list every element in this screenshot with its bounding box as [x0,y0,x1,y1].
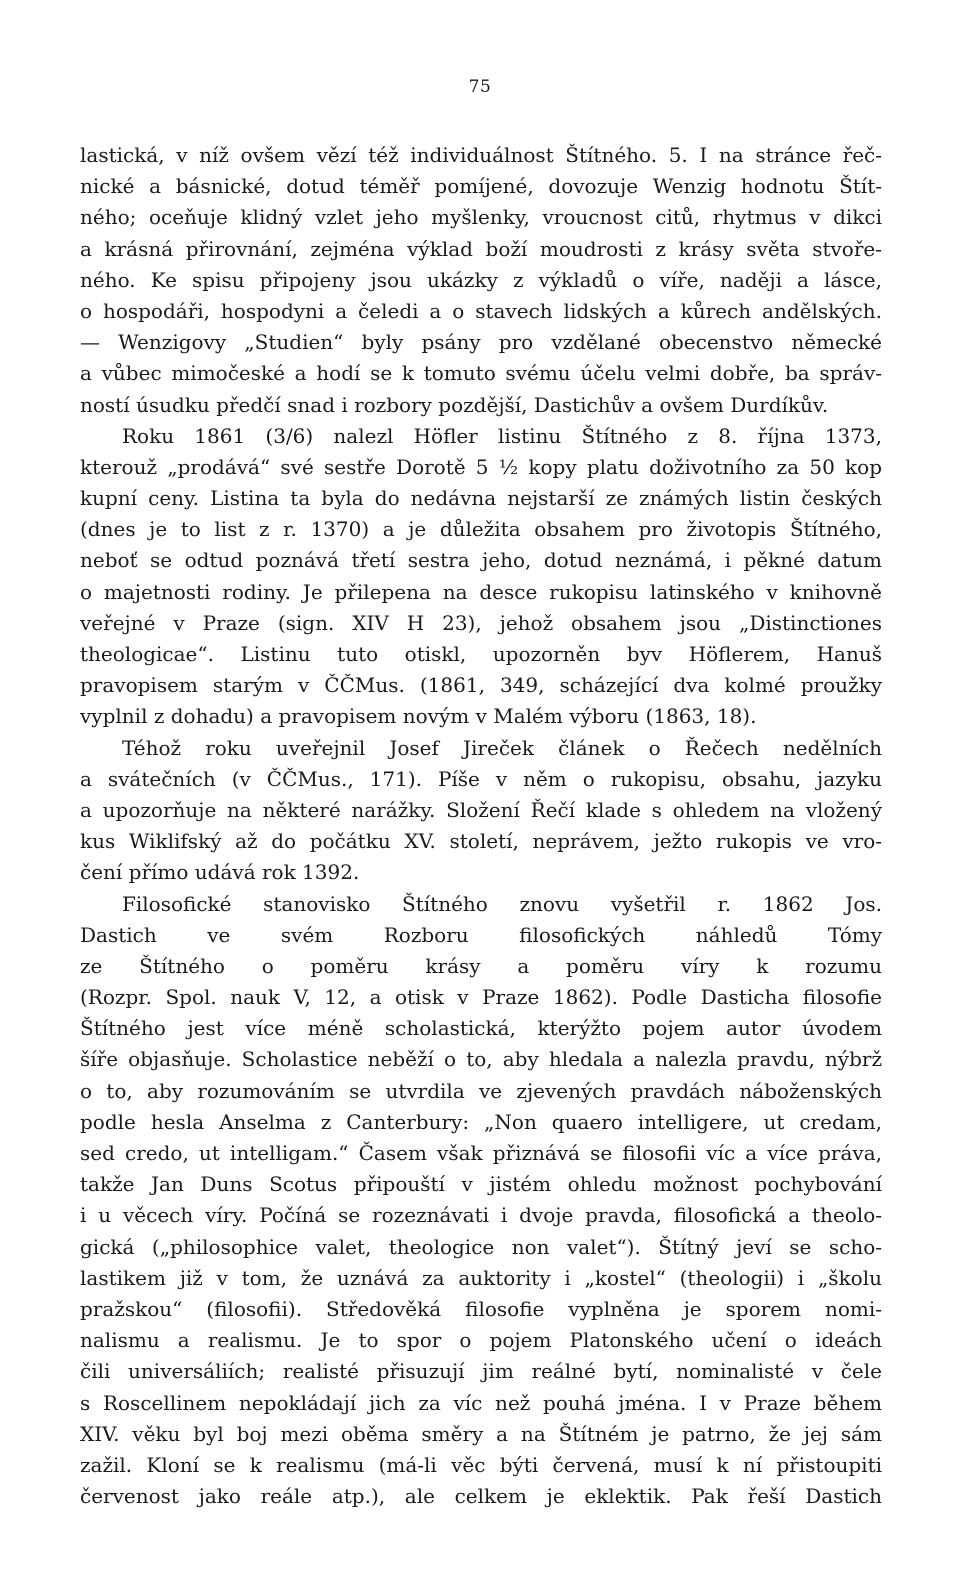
text-line: pravopisem starým v ČČMus. (1861, 349, scházející dva kolmé proužky [80,673,882,698]
text-line: čení přímo udává rok 1392. [80,860,360,885]
text-line: theologicae“. Listinu tuto otiskl, upozorněn byv Höflerem, Hanuš [80,642,882,666]
text-line: o hospodáři, hospodyni a čeledi a o stavech lidských a kůrech andělských. [80,298,882,323]
text-line: o majetnosti rodiny. Je přilepena na desce rukopisu latinského v knihovně [80,579,882,604]
text-line: lastická, v níž ovšem vězí též individuálnost Štítného. 5. I na stránce řeč- [80,143,882,167]
text-line: ze Štítného o poměru krásy a poměru víry k rozumu [80,953,882,978]
text-line: — Wenzigovy „Studien“ byly psány pro vzdělané obecenstvo německé [80,330,882,355]
text-line: a vůbec mimočeské a hodí se k tomuto svému účelu velmi dobře, ba správ- [80,361,882,386]
text-line: Roku 1861 (3/6) nalezl Höfler listinu Štítného z 8. října 1373, [122,423,882,448]
text-line: a svátečních (v ČČMus., 171). Píše v něm o rukopisu, obsahu, jazyku [80,766,882,791]
text-line: kterouž „prodává“ své sestře Dorotě 5 ½ kopy platu doživotního za 50 kop [80,454,882,479]
text-line: nické a básnické, dotud téměř pomíjené, dovozuje Wenzig hodnotu Štít- [80,174,882,199]
text-line: (Rozpr. Spol. nauk V, 12, a otisk v Praze 1862). Podle Dasticha filosofie [80,985,882,1010]
text-line: Téhož roku uveřejnil Josef Jireček článek o Řečech nedělních [122,735,882,760]
text-line: červenost jako reále atp.), ale celkem je eklektik. Pak řeší Dastich [80,1484,882,1509]
text-line: XIV. věku byl boj mezi oběma směry a na Štítném je patrno, že jej sám [80,1421,882,1446]
text-line: sed credo, ut intelligam.“ Časem však přiznává se filosofii víc a více práva, [80,1141,882,1165]
text-line: šíře objasňuje. Scholastice neběží o to, aby hledala a nalezla pravdu, nýbrž [80,1047,882,1072]
text-line: s Roscellinem nepokládají jich za víc než pouhá jména. I v Praze během [80,1390,882,1415]
text-line: a upozorňuje na některé narážky. Složení Řečí klade s ohledem na vložený [80,797,882,822]
text-line: zažil. Kloní se k realismu (má-li věc býti červená, musí k ní přistoupiti [80,1452,882,1477]
text-line: Dastich ve svém Rozboru filosofických náhledů Tómy [80,922,882,947]
text-line: gická („philosophice valet, theologice non valet“). Štítný jeví se scho- [80,1234,882,1259]
text-line: Filosofické stanovisko Štítného znovu vyšetřil r. 1862 Jos. [122,891,882,916]
body-text [80,140,882,1512]
text-line: lastikem již v tom, že uznává za auktority i „kostel“ (theologii) i „školu [80,1265,882,1290]
text-line: vyplnil z dohadu) a pravopisem novým v Malém výboru (1863, 18). [80,704,757,729]
text-line: podle hesla Anselma z Canterbury: „Non quaero intelligere, ut credam, [80,1109,882,1134]
text-line: (dnes je to list z r. 1370) a je důležita obsahem pro životopis Štítného, [80,517,882,542]
text-line: veřejné v Praze (sign. XIV H 23), jehož obsahem jsou „Distinctiones [80,610,882,635]
text-line: i u věcech víry. Počíná se rozeznávati i dvoje pravda, filosofická a theolo- [80,1203,882,1228]
text-line: a krásná přirovnání, zejména výklad boží moudrosti z krásy světa stvoře- [80,236,882,261]
text-line: neboť se odtud poznává třetí sestra jeho, dotud neznámá, i pěkné datum [80,548,882,573]
text-line: Štítného jest více méně scholastická, kterýžto pojem autor úvodem [80,1016,882,1041]
page-number: 75 [468,77,492,97]
text-line: ného. Ke spisu připojeny jsou ukázky z výkladů o víře, naději a lásce, [80,267,882,292]
text-line: pražskou“ (filosofii). Středověká filosofie vyplněna je sporem nomi- [80,1296,882,1321]
text-line: ností úsudku předčí snad i rozbory pozdější, Dastichův a ovšem Durdíkův. [80,392,829,417]
text-line: čili universáliích; realisté přisuzují jim reálné bytí, nominalisté v čele [80,1359,882,1384]
text-line: ného; oceňuje klidný vzlet jeho myšlenky, vroucnost citů, rhytmus v dikci [80,205,882,230]
text-line: kus Wiklifský až do počátku XV. století, neprávem, ježto rukopis ve vro- [80,829,882,854]
text-line: kupní ceny. Listina ta byla do nedávna nejstarší ze známých listin českých [80,486,882,511]
text-line: nalismu a realismu. Je to spor o pojem Platonského učení o ideách [80,1328,882,1353]
text-line: takže Jan Duns Scotus připouští v jistém ohledu možnost pochybování [80,1172,882,1197]
text-line: o to, aby rozumováním se utvrdila ve zjevených pravdách náboženských [80,1078,882,1103]
